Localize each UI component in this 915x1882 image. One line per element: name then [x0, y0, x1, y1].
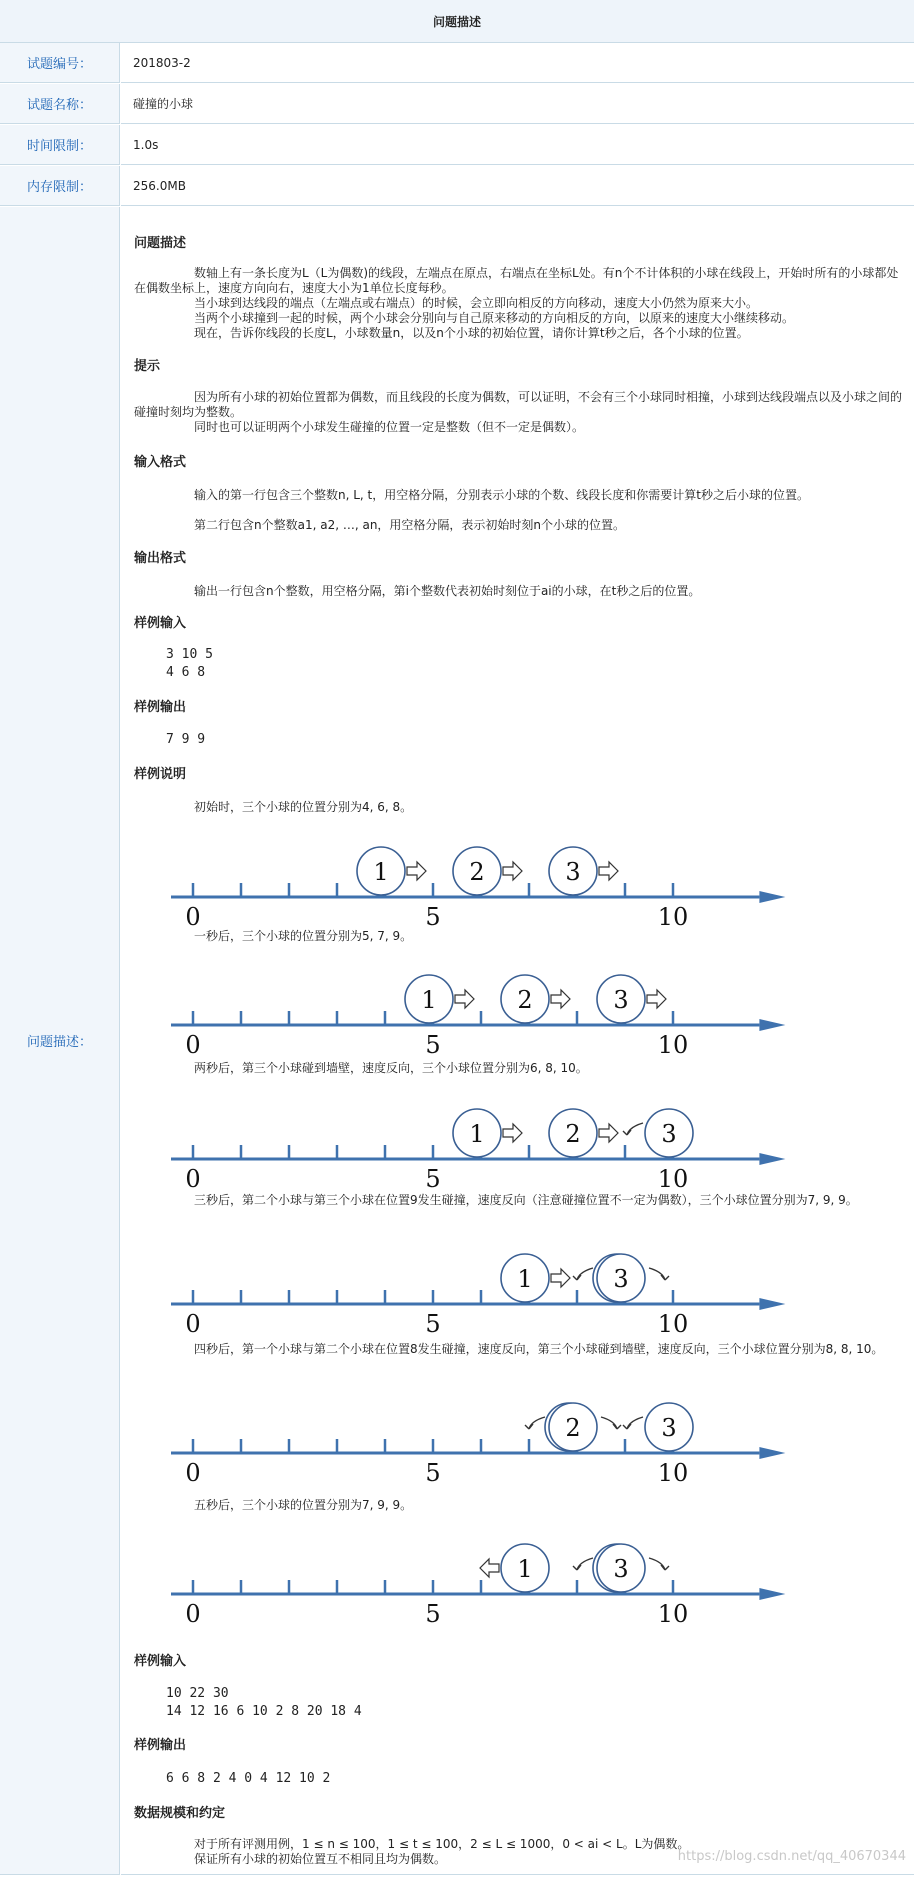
bounce-arrow-icon	[573, 1268, 593, 1280]
sample-output-line: 7 9 9	[166, 732, 206, 747]
caption-1: 一秒后，三个小球的位置分别为5, 7, 9。	[194, 929, 413, 943]
axis-label: 5	[425, 1459, 441, 1483]
ball	[480, 1544, 549, 1592]
section-title-input: 输入格式	[134, 455, 187, 470]
sample-input-line: 14 12 16 6 10 2 8 20 18 4	[166, 1704, 362, 1719]
number-line	[171, 847, 785, 927]
ball	[453, 847, 522, 895]
row-label-id: 试题编号：	[0, 43, 120, 83]
ball-label: 3	[613, 1265, 629, 1293]
ball	[357, 847, 426, 895]
axis-label: 0	[185, 1600, 201, 1624]
number-line	[171, 1109, 785, 1189]
axis-arrow-icon	[759, 1588, 785, 1600]
axis-label: 10	[657, 1459, 689, 1483]
row-value-memory: 256.0MB	[121, 166, 914, 206]
row-value-id: 201803-2	[121, 43, 914, 83]
ball-label: 3	[565, 858, 581, 886]
axis-label: 10	[657, 1031, 689, 1055]
row-value-time: 1.0s	[121, 125, 914, 165]
caption-2: 两秒后，第三个小球碰到墙壁，速度反向，三个小球位置分别为6, 8, 10。	[194, 1061, 588, 1075]
arrow-right-icon	[455, 990, 474, 1008]
axis-arrow-icon	[759, 1447, 785, 1459]
axis-label: 10	[657, 1310, 689, 1334]
diagram-0	[151, 817, 891, 927]
scale-line-1: 对于所有评测用例，1 ≤ n ≤ 100，1 ≤ t ≤ 100，2 ≤ L ≤ 1000，0 < ai < L。L为偶数。	[194, 1837, 690, 1851]
sample-output-2	[166, 1770, 330, 1788]
bounce-arrow-icon	[649, 1268, 669, 1280]
problem-content	[121, 207, 914, 1875]
axis-label: 5	[425, 903, 441, 927]
number-line	[171, 975, 785, 1055]
arrow-left-icon	[480, 1559, 499, 1577]
sample-input-line: 10 22 30	[166, 1686, 229, 1701]
ball	[597, 975, 666, 1023]
row-label-description: 问题描述：	[0, 207, 120, 1875]
axis-label: 5	[425, 1165, 441, 1189]
axis-arrow-icon	[759, 1153, 785, 1165]
section-title-explain: 样例说明	[134, 767, 187, 782]
hint-line-1: 因为所有小球的初始位置都为偶数，而且线段的长度为偶数，可以证明，不会有三个小球同时相撞，小球到达线段端点以及小球之间的碰撞时刻均为整数。	[134, 390, 903, 419]
axis-label: 5	[425, 1031, 441, 1055]
desc-line-1: 数轴上有一条长度为L（L为偶数)的线段，左端点在原点，右端点在坐标L处。有n个不计体积的小球在线段上，开始时所有的小球都处在偶数坐标上，速度方向向右，速度大小为1单位长度每秒。	[134, 266, 899, 295]
ball	[573, 1254, 669, 1302]
row-label-name: 试题名称：	[0, 84, 120, 124]
ball-label: 2	[469, 858, 485, 886]
axis-label: 5	[425, 1600, 441, 1624]
section-title-sample-output: 样例输出	[134, 700, 187, 715]
ball-label: 3	[661, 1414, 677, 1442]
axis-label: 0	[185, 1031, 201, 1055]
arrow-right-icon	[503, 1124, 522, 1142]
sample-input-2	[166, 1685, 362, 1721]
bounce-arrow-icon	[623, 1123, 643, 1135]
hint-line-2: 同时也可以证明两个小球发生碰撞的位置一定是整数（但不一定是偶数）。	[194, 420, 585, 434]
desc-line-4: 现在，告诉你线段的长度L，小球数量n，以及n个小球的初始位置，请你计算t秒之后，各个小球的位置。	[194, 326, 749, 340]
ball-label: 2	[565, 1414, 581, 1442]
row-value-name: 碰撞的小球	[121, 84, 914, 124]
ball-label: 1	[469, 1120, 485, 1148]
scale-line-2: 保证所有小球的初始位置互不相同且均为偶数。	[194, 1852, 447, 1866]
ball	[405, 975, 474, 1023]
ball	[453, 1109, 522, 1157]
arrow-right-icon	[551, 990, 570, 1008]
number-line	[171, 1544, 785, 1624]
axis-label: 10	[657, 1600, 689, 1624]
ball	[501, 1254, 570, 1302]
axis-label: 10	[657, 1165, 689, 1189]
ball	[549, 847, 618, 895]
ball	[525, 1403, 621, 1451]
ball-label: 1	[517, 1555, 533, 1583]
arrow-right-icon	[503, 862, 522, 880]
ball	[623, 1403, 693, 1451]
section-title-sample-input-2: 样例输入	[134, 1654, 187, 1669]
ball-label: 1	[373, 858, 389, 886]
ball-label: 1	[421, 986, 437, 1014]
caption-0: 初始时，三个小球的位置分别为4, 6, 8。	[194, 800, 413, 814]
row-label-time: 时间限制：	[0, 125, 120, 165]
axis-arrow-icon	[759, 1019, 785, 1031]
section-title-output: 输出格式	[134, 551, 187, 566]
ball	[573, 1544, 669, 1592]
sample-input-1	[166, 646, 213, 682]
table-header	[0, 0, 914, 43]
diagram-2	[151, 1079, 891, 1189]
diagram-1	[151, 945, 891, 1055]
sample-output-1	[166, 731, 205, 749]
ball-label: 3	[661, 1120, 677, 1148]
arrow-right-icon	[551, 1269, 570, 1287]
ball	[623, 1109, 693, 1157]
caption-4: 四秒后，第一个小球与第二个小球在位置8发生碰撞，速度反向，第三个小球碰到墙壁，速度反向，三个小球位置分别为8, 8, 10。	[194, 1342, 884, 1356]
sample-input-line: 4 6 8	[166, 665, 206, 680]
axis-label: 0	[185, 1310, 201, 1334]
bounce-arrow-icon	[573, 1558, 593, 1570]
ball-label: 3	[613, 986, 629, 1014]
row-label-memory: 内存限制：	[0, 166, 120, 206]
ball-label: 1	[517, 1265, 533, 1293]
arrow-right-icon	[599, 862, 618, 880]
arrow-right-icon	[599, 1124, 618, 1142]
ball	[549, 1109, 618, 1157]
section-title-scale: 数据规模和约定	[134, 1806, 226, 1821]
desc-line-3: 当两个小球撞到一起的时候，两个小球会分别向与自己原来移动的方向相反的方向，以原来的速度大小继续移动。	[194, 311, 795, 325]
sample-output-line: 6 6 8 2 4 0 4 12 10 2	[166, 1771, 331, 1786]
bounce-arrow-icon	[623, 1417, 643, 1429]
section-title-sample-output-2: 样例输出	[134, 1738, 187, 1753]
caption-3: 三秒后，第二个小球与第三个小球在位置9发生碰撞，速度反向（注意碰撞位置不一定为偶数），三个小球位置分别为7, 9, 9。	[194, 1193, 858, 1207]
axis-arrow-icon	[759, 1298, 785, 1310]
axis-label: 10	[657, 903, 689, 927]
sample-input-line: 3 10 5	[166, 647, 213, 662]
axis-label: 5	[425, 1310, 441, 1334]
output-line-1: 输出一行包含n个整数，用空格分隔，第i个整数代表初始时刻位于ai的小球，在t秒之后的位置。	[194, 584, 701, 598]
number-line	[171, 1254, 785, 1334]
ball	[501, 975, 570, 1023]
number-line	[171, 1403, 785, 1483]
section-title-hint: 提示	[134, 359, 161, 374]
axis-label: 0	[185, 903, 201, 927]
diagram-3	[151, 1224, 891, 1334]
arrow-right-icon	[647, 990, 666, 1008]
watermark: https://blog.csdn.net/qq_40670344	[677, 1849, 906, 1864]
input-line-2: 第二行包含n个整数a1, a2, …, an，用空格分隔，表示初始时刻n个小球的位置。	[194, 518, 626, 532]
input-line-1: 输入的第一行包含三个整数n, L, t，用空格分隔，分别表示小球的个数、线段长度和你需要计算t秒之后小球的位置。	[194, 488, 809, 502]
axis-label: 0	[185, 1165, 201, 1189]
diagram-4	[151, 1373, 891, 1483]
ball-label: 2	[565, 1120, 581, 1148]
bounce-arrow-icon	[649, 1558, 669, 1570]
bounce-arrow-icon	[525, 1417, 545, 1429]
section-title-description: 问题描述	[134, 236, 187, 251]
ball-label: 3	[613, 1555, 629, 1583]
caption-5: 五秒后，三个小球的位置分别为7, 9, 9。	[194, 1498, 413, 1512]
axis-label: 0	[185, 1459, 201, 1483]
diagram-5	[151, 1514, 891, 1624]
header-title: 问题描述	[432, 14, 481, 29]
bounce-arrow-icon	[601, 1417, 621, 1429]
ball-label: 2	[517, 986, 533, 1014]
section-title-sample-input: 样例输入	[134, 616, 187, 631]
axis-arrow-icon	[759, 891, 785, 903]
arrow-right-icon	[407, 862, 426, 880]
desc-line-2: 当小球到达线段的端点（左端点或右端点）的时候，会立即向相反的方向移动，速度大小仍然为原来大小。	[194, 296, 759, 310]
